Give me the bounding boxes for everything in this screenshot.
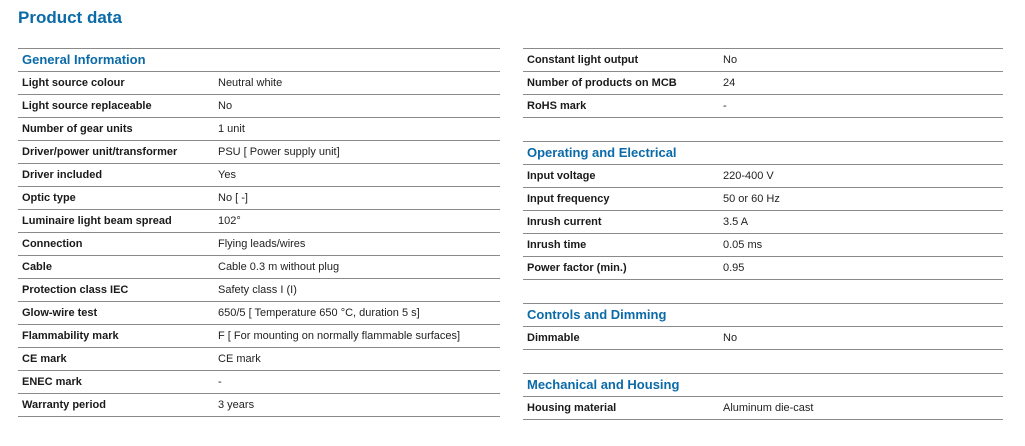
row-label: Housing material (527, 402, 617, 414)
section-heading-controls-dimming: Controls and Dimming (523, 303, 1003, 327)
row-value: Neutral white (218, 77, 283, 89)
row-value: 0.05 ms (723, 239, 763, 251)
table-row (18, 95, 500, 118)
table-row (18, 371, 500, 394)
table-row (18, 187, 500, 210)
table-row (18, 164, 500, 187)
row-value: No [ -] (218, 192, 248, 204)
table-row (18, 348, 500, 371)
row-label: Glow-wire test (22, 307, 98, 319)
row-label: Constant light output (527, 54, 639, 66)
row-value: Cable 0.3 m without plug (218, 261, 340, 273)
row-value: Flying leads/wires (218, 238, 306, 250)
table-row (18, 233, 500, 256)
table-row (523, 327, 1003, 350)
row-value: 24 (723, 77, 736, 89)
row-value: PSU [ Power supply unit] (218, 146, 340, 158)
table-row (18, 279, 500, 302)
row-value: No (723, 332, 738, 344)
table-row (18, 302, 500, 325)
row-value: 1 unit (218, 123, 245, 135)
section-spacer (523, 350, 1003, 373)
table-row (18, 141, 500, 164)
row-value: 220-400 V (723, 170, 774, 182)
row-label: Protection class IEC (22, 284, 129, 296)
row-label: Connection (22, 238, 83, 250)
row-label: Number of products on MCB (527, 77, 677, 89)
row-label: Driver included (22, 169, 103, 181)
section-spacer (523, 118, 1003, 141)
row-label: RoHS mark (527, 100, 587, 112)
table-row (523, 95, 1003, 118)
table-row (523, 234, 1003, 257)
row-label: Warranty period (22, 399, 106, 411)
row-label: Optic type (22, 192, 76, 204)
row-label: Luminaire light beam spread (22, 215, 172, 227)
row-label: CE mark (22, 353, 67, 365)
row-value: F [ For mounting on normally flammable surfaces] (218, 330, 461, 342)
row-value: Safety class I (I) (218, 284, 297, 296)
table-row (523, 211, 1003, 234)
table-row (523, 188, 1003, 211)
row-label: Input voltage (527, 170, 596, 182)
row-value: 0.95 (723, 262, 745, 274)
row-value: - (723, 100, 727, 112)
row-label: Inrush current (527, 216, 602, 228)
row-value: - (218, 376, 222, 388)
row-value: Yes (218, 169, 236, 181)
row-label: Power factor (min.) (527, 262, 627, 274)
row-value: 650/5 [ Temperature 650 °C, duration 5 s] (218, 307, 420, 319)
row-value: 3.5 A (723, 216, 749, 228)
table-row (523, 397, 1003, 420)
row-value: No (723, 54, 738, 66)
table-row (18, 210, 500, 233)
section-heading-mechanical-housing: Mechanical and Housing (523, 373, 1003, 397)
table-row (18, 394, 500, 417)
row-label: Light source replaceable (22, 100, 152, 112)
table-row (523, 257, 1003, 280)
table-row (18, 256, 500, 279)
section-heading-general-information: General Information (18, 48, 500, 72)
row-value: 50 or 60 Hz (723, 193, 780, 205)
row-value: Aluminum die-cast (723, 402, 814, 414)
row-label: Light source colour (22, 77, 125, 89)
general-information-table (18, 48, 500, 417)
row-value: CE mark (218, 353, 261, 365)
table-row (523, 48, 1003, 72)
table-row (523, 165, 1003, 188)
right-column-tables (523, 48, 1003, 420)
row-label: Flammability mark (22, 330, 119, 342)
row-label: Driver/power unit/transformer (22, 146, 178, 158)
table-row (18, 72, 500, 95)
section-heading-operating-electrical: Operating and Electrical (523, 141, 1003, 165)
row-label: Input frequency (527, 193, 610, 205)
row-label: Cable (22, 261, 52, 273)
section-spacer (523, 280, 1003, 303)
table-row (18, 118, 500, 141)
row-value: 102° (218, 215, 241, 227)
table-row (523, 72, 1003, 95)
row-label: Inrush time (527, 239, 587, 251)
row-label: Dimmable (527, 332, 580, 344)
row-label: ENEC mark (22, 376, 82, 388)
page-title: Product data (18, 8, 122, 27)
row-label: Number of gear units (22, 123, 133, 135)
row-value: 3 years (218, 399, 255, 411)
row-value: No (218, 100, 233, 112)
table-row (18, 325, 500, 348)
